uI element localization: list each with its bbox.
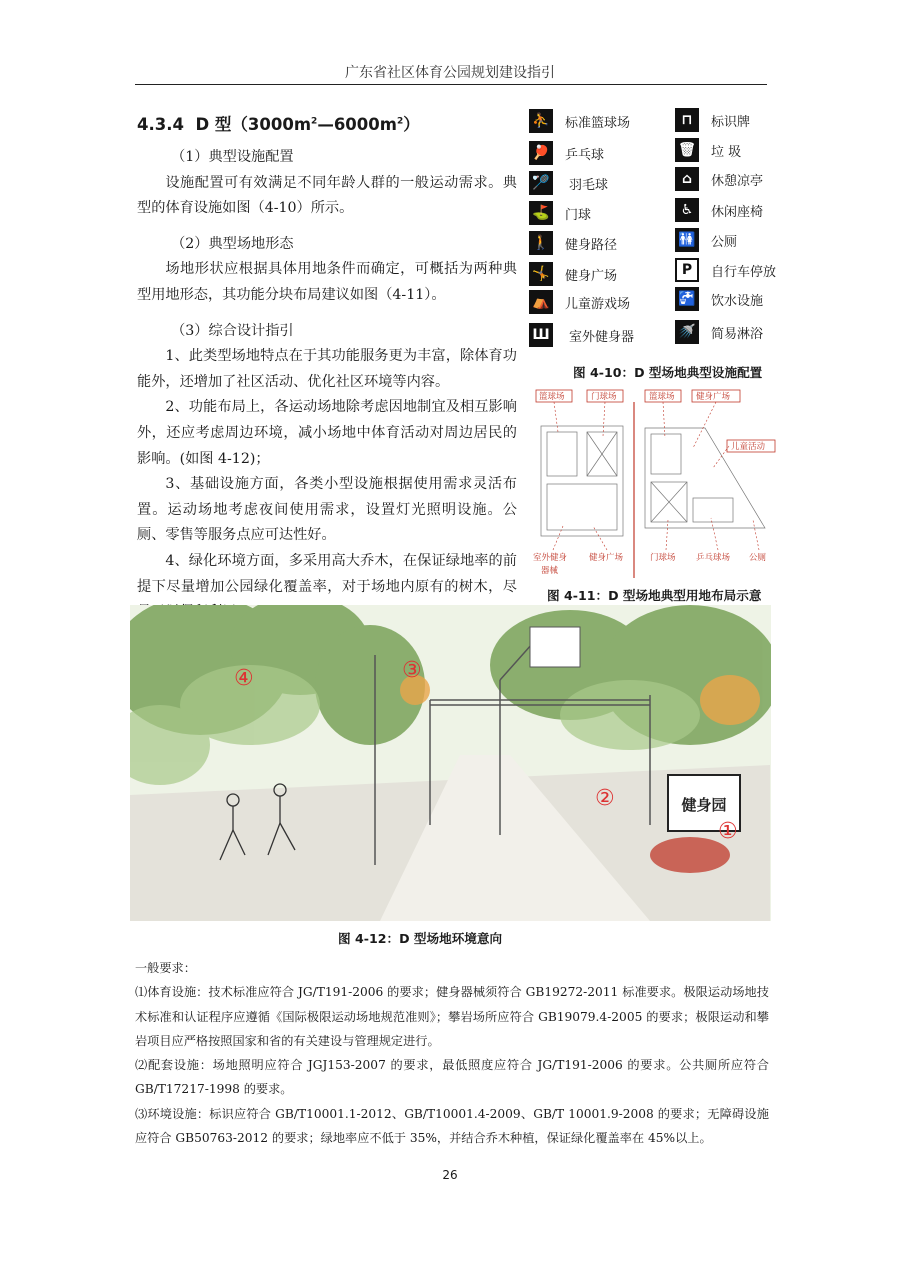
plan-label-outdoor-2: 器械 <box>541 566 559 576</box>
bike-parking-icon: P <box>675 258 699 282</box>
plan-label-table-tennis: 乒乓球场 <box>696 553 731 563</box>
facility-toilet: 🚻 公厕 <box>675 228 737 252</box>
facility-table-tennis: 🏓 乒乓球 <box>529 141 604 165</box>
paragraph-3: 1、此类型场地特点在于其功能服务更为丰富，除体育功能外，还增加了社区活动、优化社区环境等内容。 <box>137 348 517 390</box>
paragraph-1: 设施配置可有效满足不同年龄人群的一般运动需求。典型的体育设施如图（4-10）所示。 <box>137 174 517 217</box>
signboard-icon: ⊓ <box>675 108 699 132</box>
marker-1: ① <box>718 819 738 844</box>
plan-label-gateball-top: 门球场 <box>591 392 617 402</box>
requirement-1: ⑴体育设施：技术标准应符合 JG/T191-2006 的要求；健身器械须符合 GB19272-2011 标准要求。极限运动场地技术标准和认证程序应遵循《国际极限运动场地规范准则》；攀岩场所应符合 GB19079.4-2005 的要求；极限运动和攀岩项目应严格按照国家和省的有关建设与管理规定进行。 <box>135 985 769 1048</box>
facility-bench: ♿ 休闲座椅 <box>675 198 763 222</box>
playground-icon: ⛺ <box>529 290 553 314</box>
figure-4-12-caption: 图 4-12：D 型场地环境意向 <box>338 931 503 946</box>
facility-badminton: 🏸 羽毛球 <box>529 171 608 195</box>
basketball-icon: ⛹ <box>529 109 553 133</box>
layout-plan-diagram <box>533 388 777 580</box>
facility-basketball: ⛹ 标准篮球场 <box>529 109 630 133</box>
subheading-1: （1）典型设施配置 <box>171 149 294 165</box>
plan-label-children: 儿童活动 <box>731 442 766 452</box>
facility-signboard: ⊓ 标识牌 <box>675 108 750 132</box>
figure-4-10-caption: 图 4-10：D 型场地典型设施配置 <box>573 365 763 380</box>
plan-label-basketball-left: 篮球场 <box>539 392 565 402</box>
facility-shower: 🚿 简易淋浴 <box>675 320 763 344</box>
section-title-prefix: D 型（3000m <box>195 115 312 134</box>
facility-gateball: ⛳ 门球 <box>529 201 591 225</box>
bench-icon: ♿ <box>675 198 699 222</box>
park-sign-text: 健身园 <box>681 796 727 814</box>
plan-label-toilet: 公厕 <box>749 553 767 563</box>
outdoor-equipment-icon: Ш <box>529 323 553 347</box>
plan-label-fitness-square-top: 健身广场 <box>696 392 731 402</box>
header-rule <box>135 84 767 85</box>
facility-pavilion: ⌂ 休憩凉亭 <box>675 167 763 191</box>
page-number: 26 <box>442 1168 458 1182</box>
facility-bike-parking: P 自行车停放 <box>675 258 776 282</box>
general-requirements <box>135 956 769 1150</box>
marker-4: ④ <box>234 666 254 691</box>
plan-label-gateball-bottom: 门球场 <box>650 553 676 563</box>
facility-fitness-path: 🚶 健身路径 <box>529 231 617 255</box>
figure-4-11-caption: 图 4-11：D 型场地典型用地布局示意 <box>547 588 762 603</box>
gateball-icon: ⛳ <box>529 201 553 225</box>
shower-icon: 🚿 <box>675 320 699 344</box>
facility-drinking-water: 🚰 饮水设施 <box>675 287 763 311</box>
requirement-3: ⑶环境设施：标识应符合 GB/T10001.1-2012、GB/T10001.4-2009、GB/T 10001.9-2008 的要求；无障碍设施应符合 GB50763-2012 的要求；绿地率应不低于 35%，并结合乔木种植，保证绿化覆盖率在 45%以上。 <box>135 1106 769 1146</box>
fitness-path-icon: 🚶 <box>529 231 553 255</box>
paragraph-4: 2、功能布局上，各运动场地除考虑因地制宜及相互影响外，还应考虑周边环境，减小场地中体育活动对周边居民的影响。(如图 4-12)； <box>137 399 517 467</box>
marker-2: ② <box>595 786 615 811</box>
paragraph-5: 3、基础设施方面，各类小型设施根据使用需求灵活布置。运动场地考虑夜间使用需求，设置灯光照明设施。公厕、零售等服务点应可达性好。 <box>137 476 517 544</box>
paragraph-2: 场地形状应根据具体用地条件而确定，可概括为两种典型用地形态，其功能分块布局建议如图（4-11）。 <box>137 261 517 303</box>
subheading-3: （3）综合设计指引 <box>171 322 294 339</box>
requirements-intro: 一般要求： <box>135 961 196 975</box>
marker-3: ③ <box>402 658 422 683</box>
requirement-2: ⑵配套设施：场地照明应符合 JGJ153-2007 的要求，最低照度应符合 JG/T191-2006 的要求。公共厕所应符合 GB/T17217-1998 的要求。 <box>135 1058 769 1097</box>
section-number: 4.3.4 <box>137 115 184 134</box>
section-body <box>137 145 517 626</box>
trash-icon: 🗑 <box>675 138 699 162</box>
badminton-icon: 🏸 <box>529 171 553 195</box>
running-header: 广东省社区体育公园规划建设指引 <box>345 65 555 81</box>
facility-outdoor-equipment: Ш 室外健身器 <box>529 323 634 347</box>
pavilion-icon: ⌂ <box>675 167 699 191</box>
drinking-water-icon: 🚰 <box>675 287 699 311</box>
plan-label-outdoor-1: 室外健身 <box>533 553 568 563</box>
facility-legend <box>527 107 777 357</box>
section-title: 4.3.4 D 型$(3000m^2—6000m^2)$ <box>137 115 420 134</box>
environment-sketch-image <box>130 605 771 921</box>
fitness-square-icon: 🤸 <box>529 262 553 286</box>
facility-trash: 🗑 垃 圾 <box>675 138 741 162</box>
plan-label-basketball-right: 篮球场 <box>649 392 675 402</box>
toilet-icon: 🚻 <box>675 228 699 252</box>
facility-fitness-square: 🤸 健身广场 <box>529 262 617 286</box>
plan-label-fitness-square-bottom: 健身广场 <box>589 553 624 563</box>
table-tennis-icon: 🏓 <box>529 141 553 165</box>
subheading-2: （2）典型场地形态 <box>171 235 294 252</box>
facility-playground: ⛺ 儿童游戏场 <box>529 290 630 314</box>
paragraph-6: 4、绿化环境方面，多采用高大乔木，在保证绿地率的前提下尽量增加公园绿化覆盖率，对于场地内原有的树木，尽 <box>137 552 517 595</box>
